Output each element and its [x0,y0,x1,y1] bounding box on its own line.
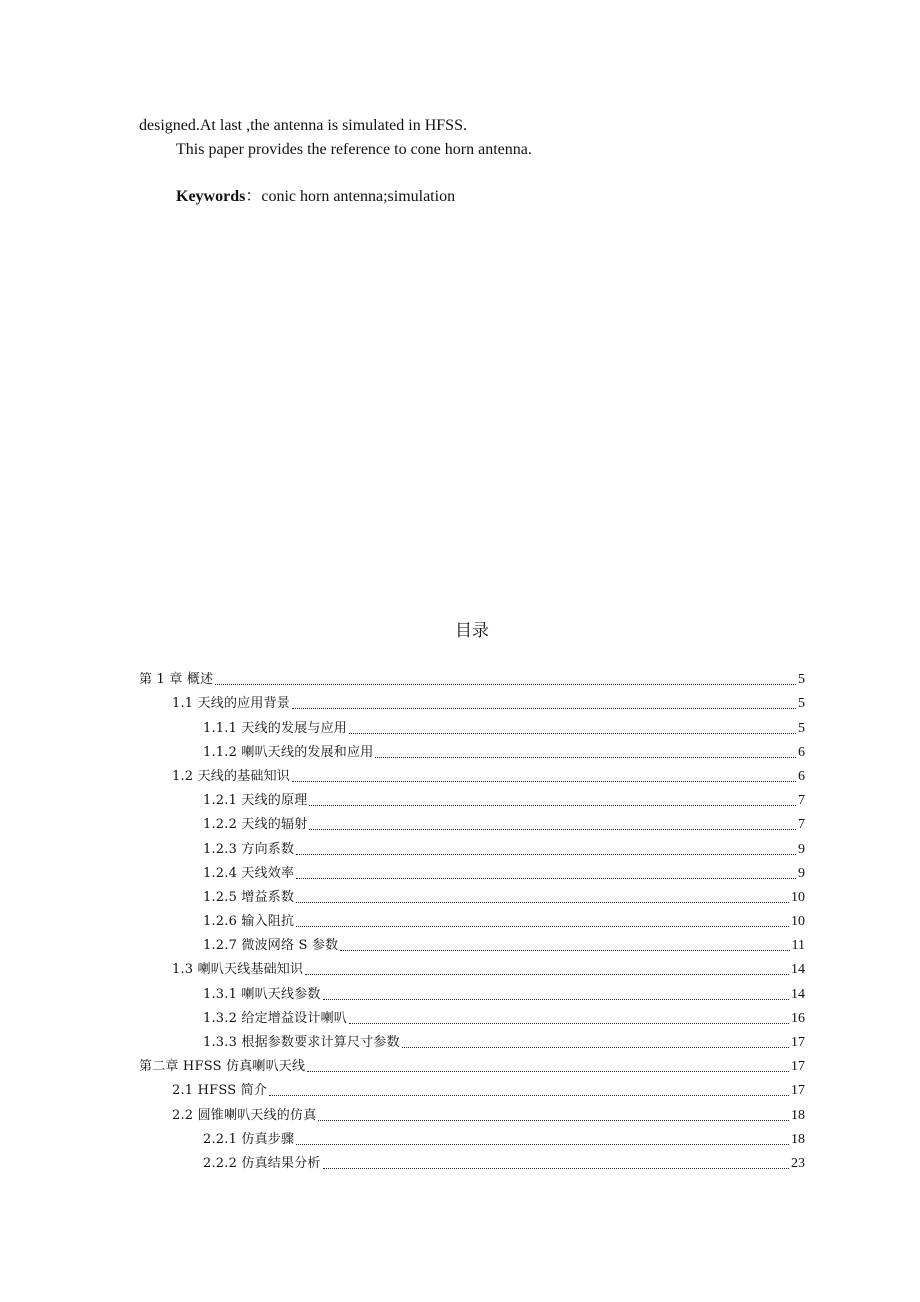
toc-entry-label: 2.1 HFSS 简介 [172,1083,268,1099]
toc-leader-dots [296,901,789,903]
toc-entry[interactable] [139,1150,805,1174]
toc-entry-label: 1.3 喇叭天线基础知识 [172,962,304,978]
toc-entry-label: 第二章 HFSS 仿真喇叭天线 [139,1059,306,1075]
abstract-text [139,114,799,162]
toc-entry-label: 1.3.2 给定增益设计喇叭 [203,1010,348,1026]
toc-entry-label: 1.1.1 天线的发展与应用 [203,720,348,736]
toc-entry-page: 18 [791,1107,805,1123]
toc-entry-label: 1.2.1 天线的原理 [203,793,308,809]
toc-leader-dots [215,683,796,685]
toc-entry[interactable] [139,956,805,980]
toc-entry-page: 10 [791,889,805,905]
toc-leader-dots [296,1143,789,1145]
table-of-contents [139,666,805,1174]
toc-entry[interactable] [139,1126,805,1150]
toc-entry-page: 9 [798,841,805,857]
toc-leader-dots [307,1070,789,1072]
toc-entry-label: 2.2.1 仿真步骤 [203,1131,295,1147]
toc-leader-dots [292,707,796,709]
keywords-separator: ： [245,188,262,205]
toc-leader-dots [375,756,796,758]
toc-title: 目录 [455,621,489,641]
toc-entry[interactable] [139,666,805,690]
toc-entry[interactable] [139,1029,805,1053]
toc-entry-page: 17 [791,1035,805,1050]
toc-entry-label: 1.2.5 增益系数 [203,889,295,905]
toc-entry-page: 11 [791,938,805,954]
abstract-line: designed.At last ,the antenna is simulated in HFSS. [139,117,467,134]
toc-entry[interactable] [139,739,805,763]
toc-entry[interactable] [139,1077,805,1101]
keywords-value: conic horn antenna;simulation [261,188,456,205]
toc-entry-page: 16 [791,1010,805,1026]
toc-leader-dots [309,804,796,806]
toc-leader-dots [296,925,789,927]
toc-leader-dots [296,853,796,855]
abstract-line: This paper provides the reference to cone horn antenna. [176,141,532,158]
toc-entry[interactable] [139,787,805,811]
toc-leader-dots [349,1022,789,1024]
toc-entry-page: 9 [798,865,805,881]
toc-entry-label: 第 1 章 概述 [139,672,214,688]
toc-entry-label: 1.2.3 方向系数 [203,841,295,857]
toc-entry-page: 6 [798,768,805,784]
toc-entry-page: 17 [791,1059,805,1075]
toc-entry[interactable] [139,811,805,835]
toc-entry[interactable] [139,1101,805,1125]
toc-entry-page: 5 [798,696,805,712]
toc-entry-label: 1.3.3 根据参数要求计算尺寸参数 [203,1035,400,1050]
toc-entry-page: 17 [791,1083,805,1099]
toc-entry-page: 5 [798,720,805,736]
toc-entry[interactable] [139,884,805,908]
toc-entry[interactable] [139,932,805,956]
toc-leader-dots [309,828,796,830]
toc-entry[interactable] [139,980,805,1004]
keywords-line [176,185,455,209]
toc-leader-dots [292,780,796,782]
toc-entry-label: 1.2.7 微波网络 S 参数 [203,938,339,954]
toc-entry-label: 1.2.4 天线效率 [203,865,295,881]
toc-entry[interactable] [139,908,805,932]
toc-entry-label: 1.3.1 喇叭天线参数 [203,986,321,1002]
toc-entry-label: 2.2.2 仿真结果分析 [203,1155,321,1171]
toc-entry-label: 1.1.2 喇叭天线的发展和应用 [203,744,374,760]
toc-entry[interactable] [139,690,805,714]
toc-leader-dots [402,1046,789,1048]
toc-entry[interactable] [139,714,805,738]
toc-leader-dots [340,949,789,951]
toc-entry[interactable] [139,1005,805,1029]
toc-leader-dots [323,1167,789,1169]
toc-leader-dots [323,998,789,1000]
toc-entry-label: 1.2.2 天线的辐射 [203,817,308,833]
keywords-label: Keywords [176,188,246,205]
toc-entry-page: 23 [791,1155,805,1171]
toc-leader-dots [269,1094,789,1096]
toc-entry-label: 1.1 天线的应用背景 [172,696,291,712]
toc-entry-page: 5 [798,672,805,688]
toc-entry-label: 1.2 天线的基础知识 [172,768,291,784]
toc-leader-dots [305,973,789,975]
toc-entry-page: 6 [798,744,805,760]
toc-entry-page: 7 [798,817,805,833]
toc-entry-page: 14 [791,962,805,978]
toc-entry[interactable] [139,860,805,884]
toc-entry[interactable] [139,835,805,859]
toc-leader-dots [349,732,796,734]
toc-leader-dots [318,1119,789,1121]
toc-entry-label: 2.2 圆锥喇叭天线的仿真 [172,1107,317,1123]
toc-entry-page: 18 [791,1131,805,1147]
toc-entry-label: 1.2.6 输入阻抗 [203,914,295,930]
toc-entry[interactable] [139,1053,805,1077]
toc-entry-page: 7 [798,793,805,809]
toc-entry-page: 14 [791,986,805,1002]
toc-entry-page: 10 [791,914,805,930]
toc-leader-dots [296,877,796,879]
toc-entry[interactable] [139,763,805,787]
